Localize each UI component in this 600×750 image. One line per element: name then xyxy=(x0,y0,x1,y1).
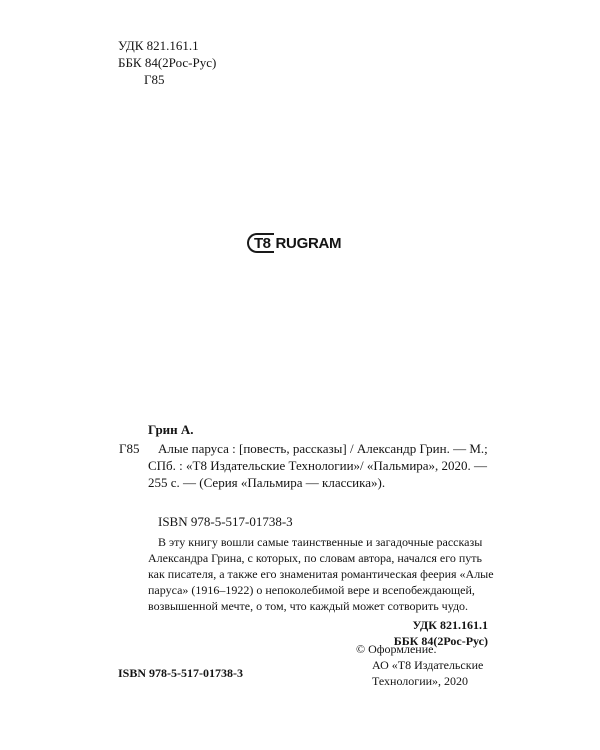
annotation-line: как писателя, а также его знаменитая романтическая феерия «Алые xyxy=(148,567,494,581)
copyright-notice xyxy=(356,641,484,689)
catalog-isbn: ISBN 978-5-517-01738-3 xyxy=(158,514,293,529)
biblio-line: СПб. : «Т8 Издательские Технологии»/ «Пальмира», 2020. — xyxy=(148,458,488,473)
copyright-line: Технологии», 2020 xyxy=(372,674,469,688)
udk-code: УДК 821.161.1 xyxy=(118,38,199,53)
copyright-line: АО «Т8 Издательские xyxy=(372,658,484,672)
copyright-line: © Оформление. xyxy=(356,642,437,656)
udk-code-bottom: УДК 821.161.1 xyxy=(412,618,488,632)
author-mark: Г85 xyxy=(144,72,165,87)
logo-wordmark: RUGRAM xyxy=(275,234,342,252)
catalog-author: Грин А. xyxy=(148,422,194,437)
annotation-line: В эту книгу вошли самые таинственные и загадочные рассказы xyxy=(158,535,483,549)
publisher-logo xyxy=(247,231,353,255)
annotation-line: Александра Грина, с которых, по словам автора, начался его путь xyxy=(148,551,482,565)
annotation xyxy=(148,534,494,614)
annotation-line: паруса» (1916–1922) о непоколебимой вере и всепобеждающей, xyxy=(148,583,475,597)
top-classification-codes xyxy=(118,38,216,89)
logo-badge: T8 xyxy=(247,233,274,253)
annotation-line: возвышенной мечте, о том, что каждый может сотворить чудо. xyxy=(148,599,469,613)
bibliographic-record xyxy=(148,441,488,492)
bbk-code: ББК 84(2Рос-Рус) xyxy=(118,55,217,70)
bbk-code-bottom: ББК 84(2Рос-Рус) xyxy=(393,634,488,648)
biblio-line: 255 с. — (Серия «Пальмира — классика»). xyxy=(148,475,386,490)
bottom-isbn: ISBN 978-5-517-01738-3 xyxy=(118,666,243,680)
catalog-code: Г85 xyxy=(119,441,140,456)
biblio-line: Алые паруса : [повесть, рассказы] / Александр Грин. — М.; xyxy=(158,441,488,456)
